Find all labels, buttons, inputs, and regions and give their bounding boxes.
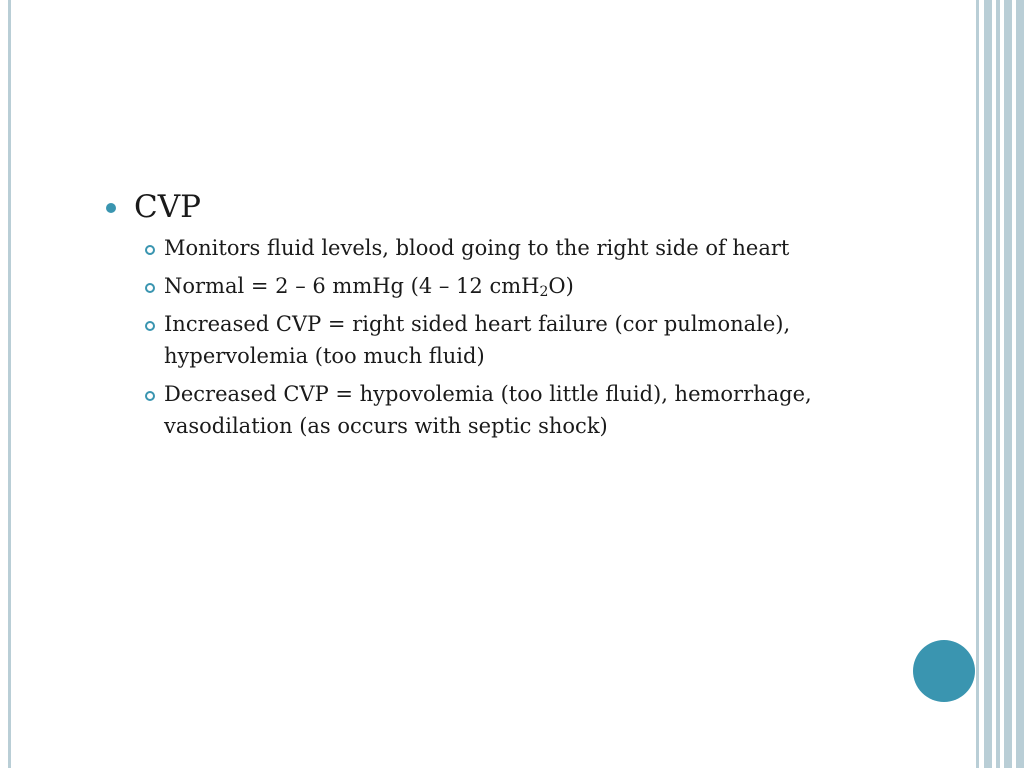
sub-bullet bbox=[164, 232, 924, 264]
sub-bullet bbox=[164, 378, 924, 442]
ring-bullet-icon bbox=[145, 391, 155, 401]
ring-bullet-icon bbox=[145, 321, 155, 331]
right-decor-stripe bbox=[1004, 0, 1012, 768]
slide-content bbox=[104, 186, 924, 448]
main-bullet bbox=[104, 186, 924, 228]
subscript: 2 bbox=[539, 284, 549, 300]
sub-bullet-text bbox=[164, 274, 574, 298]
right-decor-stripe bbox=[1016, 0, 1024, 768]
main-bullet-text: CVP bbox=[134, 189, 201, 225]
sub-bullet bbox=[164, 308, 924, 372]
sub-bullet bbox=[164, 270, 924, 302]
sub-bullet-text-part: O) bbox=[548, 274, 574, 298]
sub-bullet-text-line: hypervolemia (too much fluid) bbox=[164, 344, 485, 368]
decorative-circle bbox=[913, 640, 975, 702]
sub-bullet-text-line: Increased CVP = right sided heart failure (cor pulmonale), bbox=[164, 312, 791, 336]
sub-bullet-text: Monitors fluid levels, blood going to the right side of heart bbox=[164, 236, 790, 260]
sub-bullet-text-line: vasodilation (as occurs with septic shock) bbox=[164, 414, 608, 438]
sub-bullet-text-part: Normal = 2 – 6 mmHg (4 – 12 cmH bbox=[164, 274, 540, 298]
right-decor-stripe bbox=[984, 0, 992, 768]
sub-bullet-text-line: Decreased CVP = hypovolemia (too little fluid), hemorrhage, bbox=[164, 382, 812, 406]
left-border-line bbox=[8, 0, 11, 768]
right-decor-stripe bbox=[976, 0, 979, 768]
ring-bullet-icon bbox=[145, 245, 155, 255]
ring-bullet-icon bbox=[145, 283, 155, 293]
filled-circle-bullet-icon bbox=[106, 203, 116, 213]
right-decor-stripe bbox=[996, 0, 1000, 768]
